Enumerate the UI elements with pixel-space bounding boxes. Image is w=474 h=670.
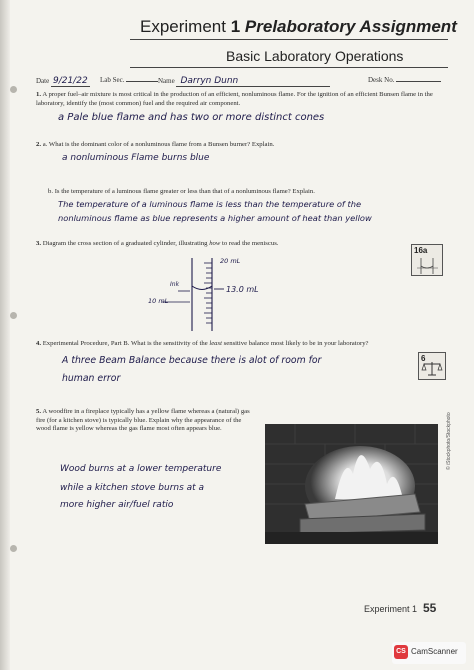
- graduated-cylinder-reference-icon: [411, 244, 443, 276]
- question-emphasis: how: [209, 240, 221, 247]
- lab-sec-blank: [126, 81, 158, 82]
- lab-sec-field: [100, 76, 158, 84]
- answer-2b-line-1: The temperature of a luminous flame is less than the temperature of the: [58, 199, 362, 209]
- title-rule: [130, 67, 448, 68]
- experiment-label: Experiment: [140, 17, 226, 36]
- page-edge-shadow: [0, 0, 10, 670]
- scale-icon: [419, 353, 445, 379]
- icon-label: 16a: [414, 246, 428, 255]
- question-text-end: sensitive balance most likely to be in your laboratory?: [223, 340, 369, 347]
- camscanner-label: CamScanner: [411, 647, 458, 656]
- question-text: Diagram the cross section of a graduated cylinder, illustrating: [42, 240, 208, 247]
- date-value: 9/21/22: [52, 76, 88, 86]
- question-text: What is the dominant color of a nonluminous flame from a Bunsen burner? Explain.: [48, 141, 275, 148]
- name-value: Darryn Dunn: [176, 76, 330, 87]
- question-number: 3.: [36, 240, 42, 247]
- question-part: a.: [42, 141, 48, 148]
- experiment-number: 1: [230, 17, 241, 36]
- question-2b: [48, 188, 444, 197]
- fireplace-illustration: [265, 424, 438, 544]
- photo-credit: © iStockphoto/Stockphoto: [446, 412, 452, 470]
- desk-field: [368, 76, 441, 84]
- question-4: [36, 340, 446, 349]
- date-field: [36, 76, 90, 86]
- desk-blank: [396, 81, 441, 82]
- question-text-end: to read the meniscus.: [222, 240, 279, 247]
- question-3: [36, 240, 396, 249]
- question-text: A woodfire in a fireplace typically has a yellow flame whereas a (natural) gas fire (for a kitchen stove) is typically blue. Explain why the appearance of the wood flame is yellow whereas the gas flame most often appears blue.: [36, 408, 250, 433]
- icon-label: 6: [421, 354, 426, 363]
- diagram-label-reading: 13.0 mL: [226, 285, 259, 294]
- diagram-label-left-low: 10 mL: [148, 297, 169, 305]
- desk-label: Desk No.: [368, 76, 395, 84]
- diagram-label-top: 20 mL: [220, 257, 241, 265]
- question-number: 1.: [36, 91, 42, 98]
- lab-sec-label: Lab Sec.: [100, 76, 125, 84]
- page-title: Basic Laboratory Operations: [226, 48, 404, 64]
- cylinder-mini-icon: [412, 245, 442, 275]
- punch-hole: [10, 545, 17, 552]
- page-number: 55: [423, 601, 437, 615]
- answer-1: a Pale blue flame and has two or more distinct cones: [58, 112, 325, 123]
- camscanner-logo-icon: CS: [394, 645, 408, 659]
- question-5: [36, 408, 251, 434]
- answer-4-line-2: human error: [62, 373, 121, 384]
- punch-hole: [10, 312, 17, 319]
- date-label: Date: [36, 77, 50, 85]
- question-text: A proper fuel–air mixture is most critical in the production of an efficient, nonluminous flame. For the ignition of an efficient Bunsen flame in the laboratory, identify the (most common) fuel and the required air component.: [36, 91, 433, 107]
- assignment-type: Prelaboratory Assignment: [244, 17, 457, 36]
- answer-5-line-3: more higher air/fuel ratio: [60, 500, 174, 510]
- graduated-cylinder-diagram: [140, 255, 280, 335]
- question-part: b.: [48, 188, 54, 195]
- question-2a: [36, 141, 444, 150]
- answer-5-line-1: Wood burns at a lower temperature: [60, 464, 222, 474]
- name-field: [158, 76, 330, 87]
- punch-hole: [10, 86, 17, 93]
- question-emphasis: least: [209, 340, 222, 347]
- question-number: 2.: [36, 141, 42, 148]
- answer-2b-line-2: nonluminous flame as blue represents a higher amount of heat than yellow: [58, 213, 372, 223]
- fireplace-photo: [265, 424, 438, 544]
- answer-5-line-2: while a kitchen stove burns at a: [60, 483, 205, 493]
- header-rule: [130, 39, 448, 40]
- balance-reference-icon: [418, 352, 446, 380]
- page-header: [140, 17, 457, 37]
- question-number: 5.: [36, 408, 42, 415]
- answer-4-line-1: A three Beam Balance because there is alot of room for: [62, 355, 322, 366]
- diagram-label-left-mid: Ink: [170, 281, 180, 288]
- question-number: 4.: [36, 340, 42, 347]
- question-text: Is the temperature of a luminous flame greater or less than that of a nonluminous flame? Explain.: [54, 188, 315, 195]
- question-text: Experimental Procedure, Part B. What is the sensitivity of the: [42, 340, 208, 347]
- name-label: Name: [158, 77, 175, 85]
- footer-experiment-label: Experiment 1: [364, 604, 418, 614]
- answer-2a: a nonluminous Flame burns blue: [62, 153, 210, 163]
- question-1: [36, 91, 444, 108]
